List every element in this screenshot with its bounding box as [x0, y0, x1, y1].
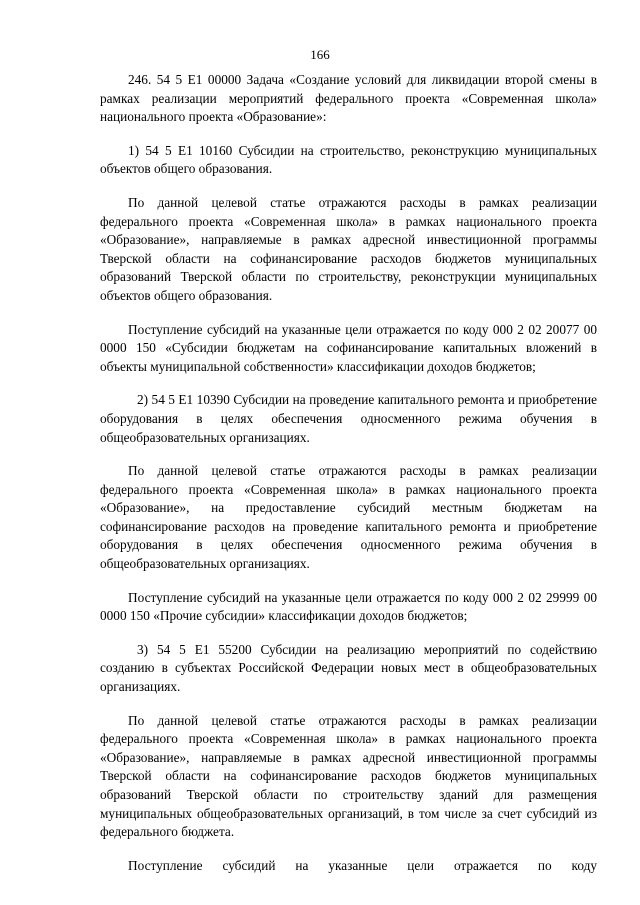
paragraph-item-2-description: По данной целевой статье отражаются расходы в рамках реализации федерального проекта «Современная школа» в рамках национального проекта «Образование», на предоставление субсидий местным бюджетам на софинансирование расходов на проведение капитального ремонта и приобретение оборудования в целях обеспечения односменного режима обучения в общеобразовательных организациях. [100, 463, 597, 572]
document-body [100, 71, 597, 875]
paragraph-item-3-income-code: Поступление субсидий на указанные цели отражается по коду [128, 857, 597, 873]
paragraph-item-2-income-code: Поступление субсидий на указанные цели отражается по коду 000 2 02 29999 00 0000 150 «Прочие субсидии» классификации доходов бюджетов; [100, 589, 597, 624]
page-number: 166 [310, 47, 330, 62]
paragraph-task-246: 246. 54 5 E1 00000 Задача «Создание условий для ликвидации второй смены в рамках реализации мероприятий федерального проекта «Современная школа» национального проекта «Образование»: [100, 72, 597, 125]
paragraph-item-1-heading: 1) 54 5 E1 10160 Субсидии на строительство, реконструкцию муниципальных объектов общего образования. [100, 142, 597, 177]
paragraph-item-3-heading: 3) 54 5 E1 55200 Субсидии на реализацию мероприятий по содействию созданию в субъектах Российской Федерации новых мест в общеобразовательных организациях. [100, 641, 597, 695]
paragraph-item-2-heading: 2) 54 5 E1 10390 Субсидии на проведение капитального ремонта и приобретение оборудования в целях обеспечения односменного режима обучения в общеобразовательных организациях. [100, 392, 597, 445]
paragraph-item-1-income-code: Поступление субсидий на указанные цели отражается по коду 000 2 02 20077 00 0000 150 «Субсидии бюджетам на софинансирование капитальных вложений в объекты муниципальной собственности» классификации доходов бюджетов; [100, 321, 597, 374]
paragraph-item-1-description: По данной целевой статье отражаются расходы в рамках реализации федерального проекта «Современная школа» в рамках национального проекта «Образование», направляемые в рамках адресной инвестиционной программы Тверской области на софинансирование расходов бюджетов муниципальных образований Тверской области по строительству, реконструкции муниципальных объектов общего образования. [100, 194, 597, 303]
paragraph-item-3-description: По данной целевой статье отражаются расходы в рамках реализации федерального проекта «Современная школа» в рамках национального проекта «Образование», направляемые в рамках адресной инвестиционной программы Тверской области на софинансирование расходов бюджетов муниципальных образований Тверской области по строительству зданий для размещения муниципальных общеобразовательных организаций, в том числе за счет субсидий из федерального бюджета. [100, 712, 597, 840]
